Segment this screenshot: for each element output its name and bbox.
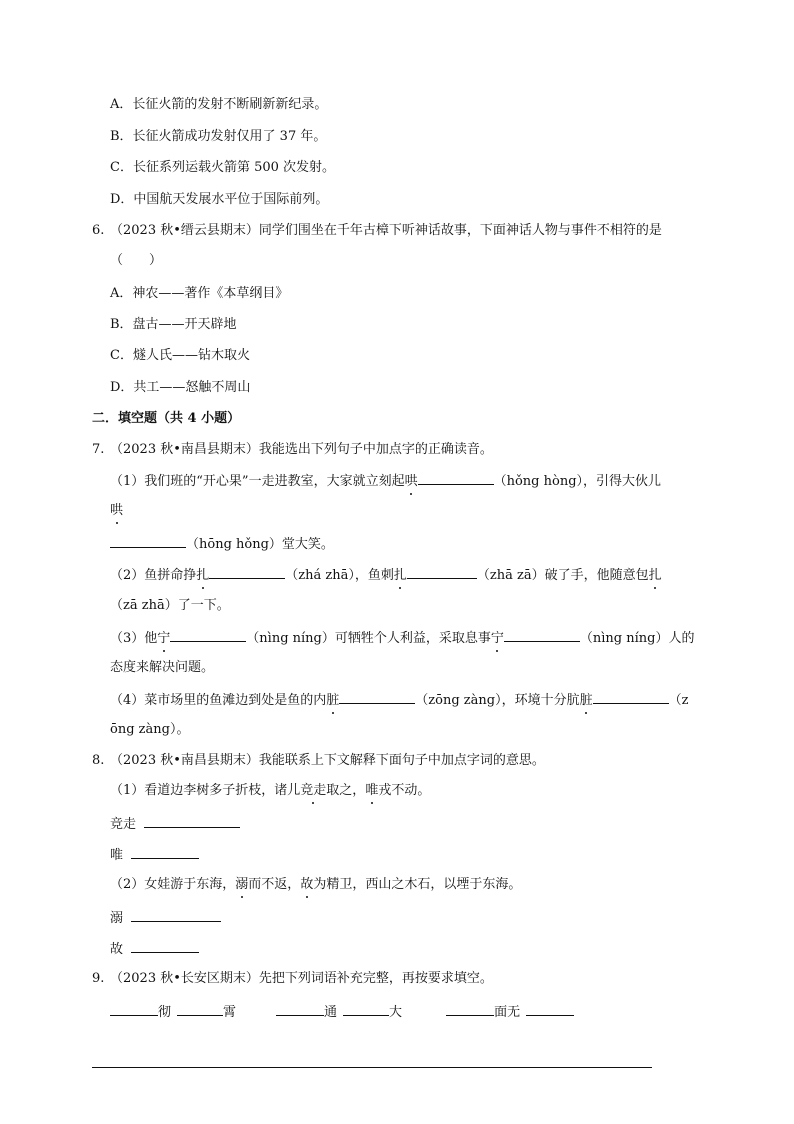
q8-fill-3: 溺 (110, 908, 221, 928)
answer-blank[interactable] (177, 1002, 223, 1016)
q5-option-b: B．长征火箭成功发射仅用了 37 年。 (110, 129, 327, 144)
answer-blank[interactable] (526, 1002, 574, 1016)
answer-line[interactable] (92, 1067, 652, 1068)
q6-option-b: B．盘古——开天辟地 (110, 317, 237, 332)
answer-blank[interactable] (276, 1002, 324, 1016)
dotted-char: 竞走 (300, 783, 327, 798)
dotted-char: 哄 (110, 503, 124, 518)
dotted-char: 哄 (404, 474, 418, 489)
answer-blank[interactable] (593, 690, 669, 704)
q6-option-d: D．共工——怒触不周山 (110, 380, 251, 395)
q7-item-1-end: （hōng hǒng）堂大笑。 (110, 534, 334, 554)
q5-option-a: A．长征火箭的发射不断刷新新纪录。 (110, 97, 328, 112)
q7-item-1: （1）我们班的“开心果”一走进教室，大家就立刻起哄 （hǒng hòng），引得大伙儿 (110, 471, 661, 491)
dotted-char: 故 (300, 877, 314, 892)
answer-blank[interactable] (446, 1002, 494, 1016)
q5-option-c: C．长征系列运载火箭第 500 次发射。 (110, 160, 336, 175)
answer-blank[interactable] (131, 908, 221, 922)
q7-item-2: （2）鱼拼命挣扎 （zhá zhā），鱼刺扎 （zhā zā）破了手，他随意包扎 (110, 565, 662, 585)
q7-number: 7. (92, 442, 105, 457)
answer-blank[interactable] (339, 690, 415, 704)
answer-blank[interactable] (418, 471, 494, 485)
q7-item-4-end: ōng zàng）。 (110, 722, 190, 737)
q6-stem: （2023 秋•缙云县期末）同学们围坐在千年古樟下听神话故事，下面神话人物与事件不相符的是 (110, 223, 662, 238)
dotted-char: 扎 (393, 568, 407, 583)
q8-stem: （2023 秋•南昌县期末）我能联系上下文解释下面句子中加点字词的意思。 (110, 753, 545, 768)
q7-item-2-end: （zā zhā）了一下。 (110, 598, 230, 613)
answer-blank[interactable] (110, 1002, 158, 1016)
answer-blank[interactable] (407, 565, 477, 579)
answer-blank[interactable] (144, 814, 240, 828)
q9-words: 彻 霄 通 大 面无 (110, 1002, 574, 1022)
q7-item-3: （3）他宁 （nìng níng）可牺牲个人利益，采取息事宁 （nìng níng）人的 (110, 628, 695, 648)
dotted-char: 扎 (648, 568, 662, 583)
q7-item-1-cont (110, 502, 123, 520)
answer-blank[interactable] (504, 628, 580, 642)
section-heading: 二．填空题（共 4 小题） (92, 411, 241, 426)
dotted-char: 溺 (235, 877, 249, 892)
q8-item-2: （2）女娃游于东海，溺而不返，故为精卫，西山之木石，以堙于东海。 (110, 877, 522, 892)
q7-stem: （2023 秋•南昌县期末）我能选出下列句子中加点字的正确读音。 (110, 442, 493, 457)
q6-option-c: C．燧人氏——钻木取火 (110, 348, 250, 363)
answer-blank[interactable] (131, 845, 199, 859)
answer-blank[interactable] (110, 534, 186, 548)
q5-option-d: D．中国航天发展水平位于国际前列。 (110, 192, 329, 207)
q7-item-4: （4）菜市场里的鱼滩边到处是鱼的内脏 （zōng zàng），环境十分肮脏 （z (110, 690, 688, 710)
dotted-char: 宁 (157, 631, 171, 646)
dotted-char: 脏 (326, 693, 340, 708)
q6-answer-paren: （ ） (110, 253, 163, 268)
q8-item-1: （1）看道边李树多子折枝，诸儿竞走取之，唯戎不动。 (110, 783, 431, 798)
q9-stem: （2023 秋•长安区期末）先把下列词语补充完整，再按要求填空。 (110, 971, 493, 986)
dotted-char: 唯 (365, 783, 379, 798)
q8-fill-4: 故 (110, 939, 199, 959)
q9-number: 9. (92, 971, 105, 986)
q8-number: 8. (92, 753, 105, 768)
answer-blank[interactable] (131, 939, 199, 953)
q6-option-a: A．神农——著作《本草纲目》 (110, 286, 289, 301)
dotted-char: 宁 (490, 631, 504, 646)
q8-fill-2: 唯 (110, 845, 199, 865)
q6-number: 6. (92, 223, 105, 238)
answer-blank[interactable] (343, 1002, 389, 1016)
answer-blank[interactable] (209, 565, 285, 579)
q7-item-3-end: 态度来解决问题。 (110, 660, 215, 675)
answer-blank[interactable] (170, 628, 246, 642)
q8-fill-1: 竞走 (110, 814, 240, 834)
dotted-char: 扎 (196, 568, 210, 583)
dotted-char: 脏 (579, 693, 593, 708)
